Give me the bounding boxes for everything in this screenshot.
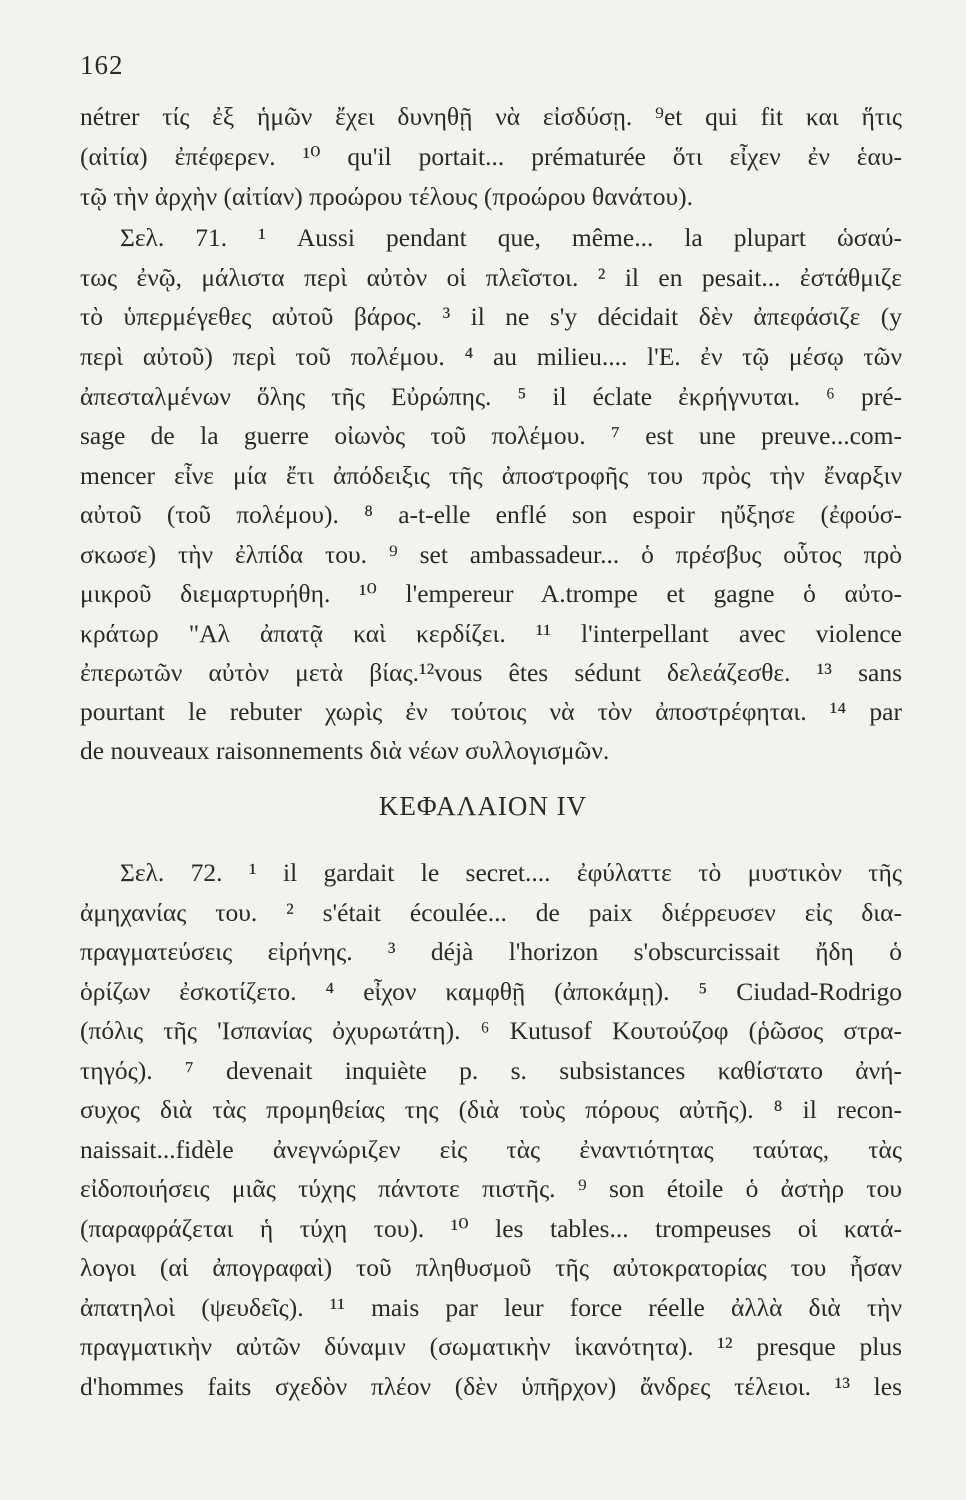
- text-line: αὐτοῦ (τοῦ πολέμου). ⁸ a-t-elle enflé son espoir ηὔξησε (ἐφούσ-: [80, 500, 902, 529]
- chapter-heading: ΚΕΦΑΛΑΙΟΝ IV: [378, 791, 588, 821]
- text-line: ἀπεσταλμένων ὅλης τῆς Εὐρώπης. ⁵ il éclate ἐκρήγνυται. ⁶ pré-: [80, 382, 902, 411]
- text-line: de nouveaux raisonnements διὰ νέων συλλογισμῶν.: [80, 736, 610, 765]
- page-number: 162: [80, 50, 124, 80]
- text-line: τὸ ὑπερμέγεθες αὐτοῦ βάρος. ³ il ne s'y décidait δὲν ἀπεφάσιζε (y: [80, 302, 902, 331]
- text-line: πραγματεύσεις εἰρήνης. ³ déjà l'horizon s'obscurcissait ἤδη ὁ: [80, 937, 902, 966]
- text-line: τηγός). ⁷ devenait inquiète p. s. subsistances καθίστατο ἀνή-: [80, 1056, 902, 1085]
- text-line: ὁρίζων ἐσκοτίζετο. ⁴ eἶχον καμφθῇ (ἀποκάμῃ). ⁵ Ciudad-Rodrigo: [80, 977, 902, 1006]
- section-72-start: Σελ. 72. ¹ il gardait le secret.... ἐφύλαττε τὸ μυστικὸν τῆς: [120, 858, 902, 887]
- text-line: nétrer τίς ἐξ ἡμῶν ἔχει δυνηθῇ νὰ εἰσδύσῃ. ⁹et qui fit και ἥτις: [80, 102, 902, 131]
- text-line: (πόλις τῆς 'Ισπανίας ὀχυρωτάτη). ⁶ Kutusof Κουτούζοφ (ῥῶσος στρα-: [80, 1016, 902, 1045]
- text-line: ἀμηχανίας του. ² s'était écoulée... de paix διέρρευσεν εἰς δια-: [80, 898, 902, 927]
- text-line: τως ἐνῷ, μάλιστα περὶ αὐτὸν οἱ πλεῖστοι. ² il en pesait... ἐστάθμιζε: [80, 263, 902, 292]
- text-line: d'hommes faits σχεδὸν πλέον (δὲν ὑπῆρχον) ἄνδρες τέλειοι. ¹³ les: [80, 1372, 902, 1401]
- section-71-start: Σελ. 71. ¹ Aussi pendant que, même... la plupart ὡσαύ-: [120, 223, 902, 252]
- text-line: σκωσε) τὴν ἐλπίδα του. ⁹ set ambassadeur... ὁ πρέσβυς οὗτος πρὸ: [80, 540, 902, 569]
- text-line: μικροῦ διεμαρτυρήθη. ¹⁰ l'empereur A.trompe et gagne ὁ αὐτο-: [80, 579, 902, 608]
- text-line: ἐπερωτῶν αὐτὸν μετὰ βίας.¹²vous êtes sédunt δελεάζεσθε. ¹³ sans: [80, 658, 902, 687]
- text-line: λογοι (αἱ ἀπογραφαὶ) τοῦ πληθυσμοῦ τῆς αὐτοκρατορίας του ἦσαν: [80, 1253, 902, 1282]
- text-line: περὶ αὐτοῦ) περὶ τοῦ πολέμου. ⁴ au milieu.... l'E. ἐν τῷ μέσῳ τῶν: [80, 342, 902, 371]
- text-line: (παραφράζεται ἡ τύχη του). ¹⁰ les tables... trompeuses οἱ κατά-: [80, 1214, 902, 1243]
- text-line: pourtant le rebuter χωρὶς ἐν τούτοις νὰ τὸν ἀποστρέφηται. ¹⁴ par: [80, 697, 902, 726]
- text-line: sage de la guerre οἰωνὸς τοῦ πολέμου. ⁷ est une preuve...com-: [80, 421, 902, 450]
- text-line: ἀπατηλοὶ (ψευδεῖς). ¹¹ mais par leur force réelle ἀλλὰ διὰ τὴν: [80, 1293, 902, 1322]
- text-line: πραγματικὴν αὐτῶν δύναμιν (σωματικὴν ἱκανότητα). ¹² presque plus: [80, 1332, 902, 1361]
- text-line: (αἰτία) ἐπέφερεν. ¹⁰ qu'il portait... prématurée ὅτι εἶχεν ἐν ἑαυ-: [80, 142, 902, 171]
- text-line: κράτωρ "Αλ ἀπατᾷ καὶ κερδίζει. ¹¹ l'interpellant avec violence: [80, 619, 902, 648]
- text-line: εἰδοποιήσεις μιᾶς τύχης πάντοτε πιστῆς. ⁹ son étoile ὁ ἀστὴρ του: [80, 1174, 902, 1203]
- text-line: naissait...fidèle ἀνεγνώριζεν εἰς τὰς ἐναντιότητας ταύτας, τὰς: [80, 1135, 902, 1164]
- text-line: συχος διὰ τὰς προμηθείας της (διὰ τοὺς πόρους αὐτῆς). ⁸ il recon-: [80, 1095, 902, 1124]
- text-line: τῷ τὴν ἀρχὴν (αἰτίαν) προώρου τέλους (προώρου θανάτου).: [80, 182, 693, 211]
- text-line: mencer εἶνε μία ἔτι ἀπόδειξις τῆς ἀποστροφῆς του πρὸς τὴν ἔναρξιν: [80, 461, 902, 490]
